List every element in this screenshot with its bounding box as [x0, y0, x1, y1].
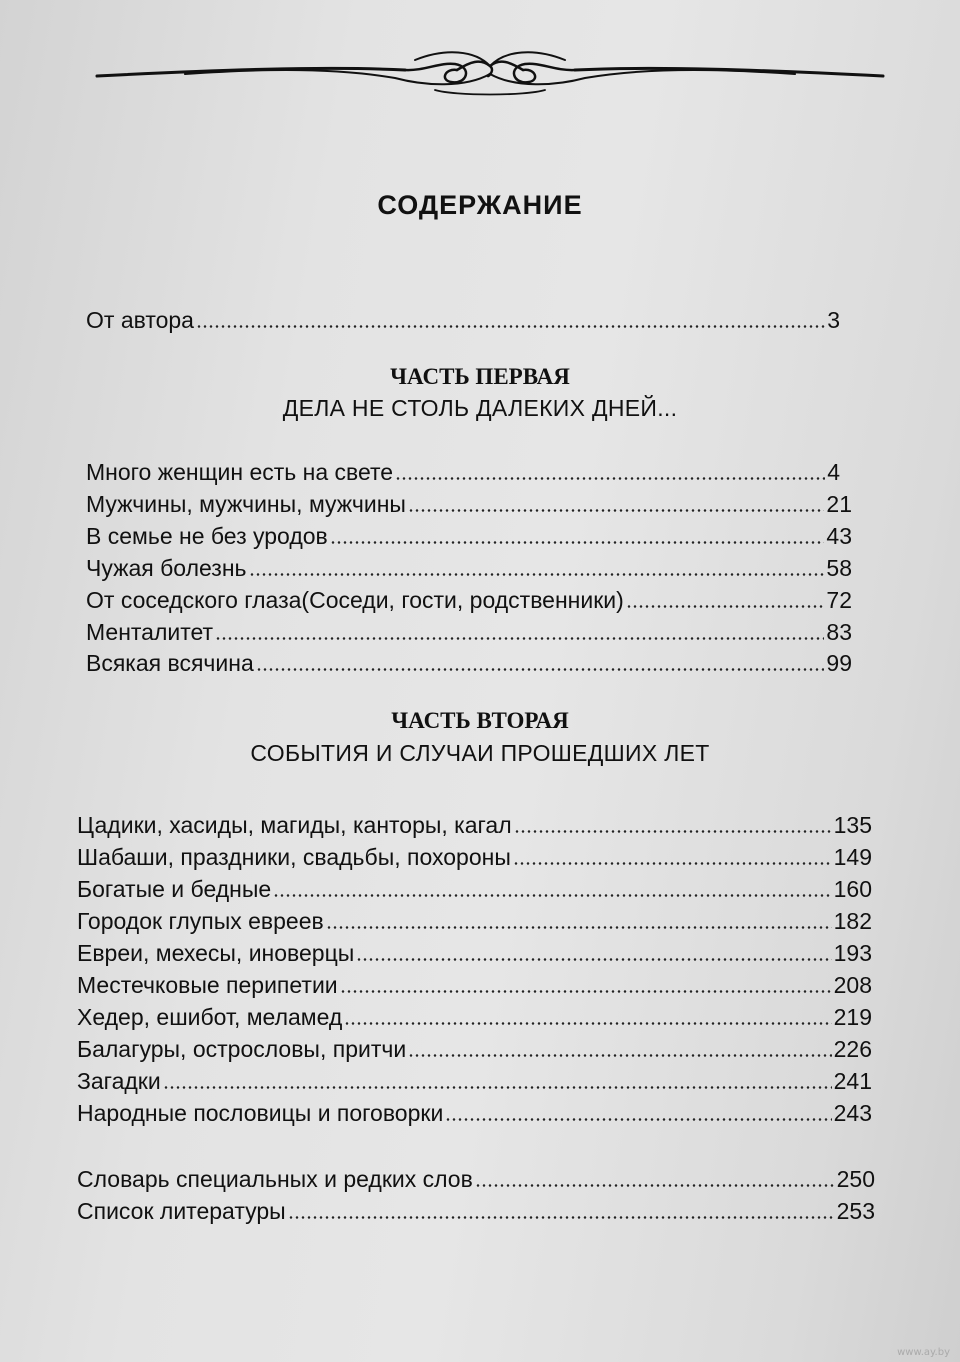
toc-entry-page: 149 [833, 844, 872, 870]
dot-leader [395, 460, 825, 482]
dot-leader [330, 524, 825, 546]
toc-entry-label: Всякая всячина [86, 650, 254, 676]
toc-entry-label: Цадики, хасиды, магиды, канторы, кагал [77, 812, 512, 838]
dot-leader [408, 492, 824, 514]
toc-entry-page: 219 [833, 1004, 872, 1030]
toc-entry-page: 160 [833, 876, 872, 902]
toc-entry[interactable] [86, 648, 852, 678]
toc-entry[interactable] [86, 553, 852, 583]
toc-entry-label: Шабаши, праздники, свадьбы, похороны [77, 844, 511, 870]
contents-heading: СОДЕРЖАНИЕ [377, 190, 583, 220]
toc-entry-glossary[interactable] [77, 1164, 875, 1194]
toc-entry-label: Менталитет [86, 619, 214, 645]
toc-entry-page: 241 [833, 1068, 872, 1094]
dot-leader [196, 308, 825, 330]
dot-leader [273, 877, 831, 899]
toc-entry-page: 21 [826, 491, 852, 517]
toc-entry[interactable] [86, 457, 840, 487]
dot-leader [513, 845, 832, 867]
toc-entry[interactable] [77, 1034, 872, 1064]
part-one-label: ЧАСТЬ ПЕРВАЯ [390, 364, 570, 389]
toc-entry[interactable] [77, 874, 872, 904]
dot-leader [249, 556, 825, 578]
toc-entry[interactable] [77, 1098, 872, 1128]
toc-entry-label: Балагуры, острословы, притчи [77, 1036, 407, 1062]
toc-entry-page: 208 [833, 972, 872, 998]
toc-entry[interactable] [77, 906, 872, 936]
toc-entry[interactable] [77, 810, 872, 840]
toc-entry-label: Словарь специальных и редких слов [77, 1166, 473, 1192]
dot-leader [626, 588, 825, 610]
dot-leader [326, 909, 832, 931]
toc-entry[interactable] [77, 1066, 872, 1096]
toc-entry-page: 4 [827, 459, 840, 485]
toc-entry-label: Народные пословицы и поговорки [77, 1100, 444, 1126]
toc-entry-label: От соседского глаза(Соседи, гости, родственники) [86, 587, 624, 613]
dot-leader [288, 1199, 835, 1221]
toc-entry-page: 72 [826, 587, 852, 613]
toc-entry-bibliography[interactable] [77, 1196, 875, 1226]
toc-entry-page: 58 [826, 555, 852, 581]
toc-entry-page: 193 [833, 940, 872, 966]
toc-entry-label: Хедер, ешибот, меламед [77, 1004, 343, 1030]
toc-entry-page: 3 [827, 307, 840, 333]
toc-entry[interactable] [86, 617, 852, 647]
toc-entry-page: 99 [826, 650, 852, 676]
dot-leader [356, 941, 831, 963]
dot-leader [344, 1005, 831, 1027]
watermark: www.ay.by [897, 1347, 950, 1358]
toc-entry-page: 182 [833, 908, 872, 934]
toc-entry-label: Список литературы [77, 1198, 286, 1224]
dot-leader [475, 1167, 835, 1189]
part-one-title: ДЕЛА НЕ СТОЛЬ ДАЛЕКИХ ДНЕЙ... [282, 395, 678, 421]
decorative-flourish-icon [95, 40, 885, 110]
toc-entry-page: 226 [833, 1036, 872, 1062]
toc-entry-page: 83 [826, 619, 852, 645]
dot-leader [215, 620, 824, 642]
toc-entry[interactable] [77, 970, 872, 1000]
toc-entry-label: Евреи, мехесы, иноверцы [77, 940, 355, 966]
toc-entry-label: Много женщин есть на свете [86, 459, 394, 485]
toc-entry-label: Местечковые перипетии [77, 972, 338, 998]
toc-entry[interactable] [77, 1002, 872, 1032]
toc-entry-page: 243 [833, 1100, 872, 1126]
toc-entry[interactable] [86, 521, 852, 551]
toc-entry[interactable] [77, 938, 872, 968]
dot-leader [340, 973, 832, 995]
dot-leader [514, 813, 832, 835]
toc-entry-intro[interactable] [86, 305, 840, 335]
toc-entry[interactable] [77, 842, 872, 872]
toc-entry-page: 135 [833, 812, 872, 838]
dot-leader [256, 651, 825, 673]
toc-entry-page: 253 [836, 1198, 875, 1224]
toc-entry-label: Богатые и бедные [77, 876, 272, 902]
dot-leader [408, 1037, 831, 1059]
part-two-label: ЧАСТЬ ВТОРАЯ [391, 708, 569, 733]
toc-entry[interactable] [86, 489, 852, 519]
toc-entry-label: Городок глупых евреев [77, 908, 324, 934]
toc-entry-label: От автора [86, 307, 194, 333]
toc-entry-label: В семье не без уродов [86, 523, 328, 549]
toc-entry-label: Чужая болезнь [86, 555, 247, 581]
toc-entry-label: Загадки [77, 1068, 161, 1094]
dot-leader [163, 1069, 832, 1091]
part-two-title: СОБЫТИЯ И СЛУЧАИ ПРОШЕДШИХ ЛЕТ [250, 740, 710, 766]
dot-leader [445, 1101, 831, 1123]
toc-entry[interactable] [86, 585, 852, 615]
toc-entry-page: 250 [836, 1166, 875, 1192]
toc-entry-page: 43 [826, 523, 852, 549]
toc-entry-label: Мужчины, мужчины, мужчины [86, 491, 406, 517]
